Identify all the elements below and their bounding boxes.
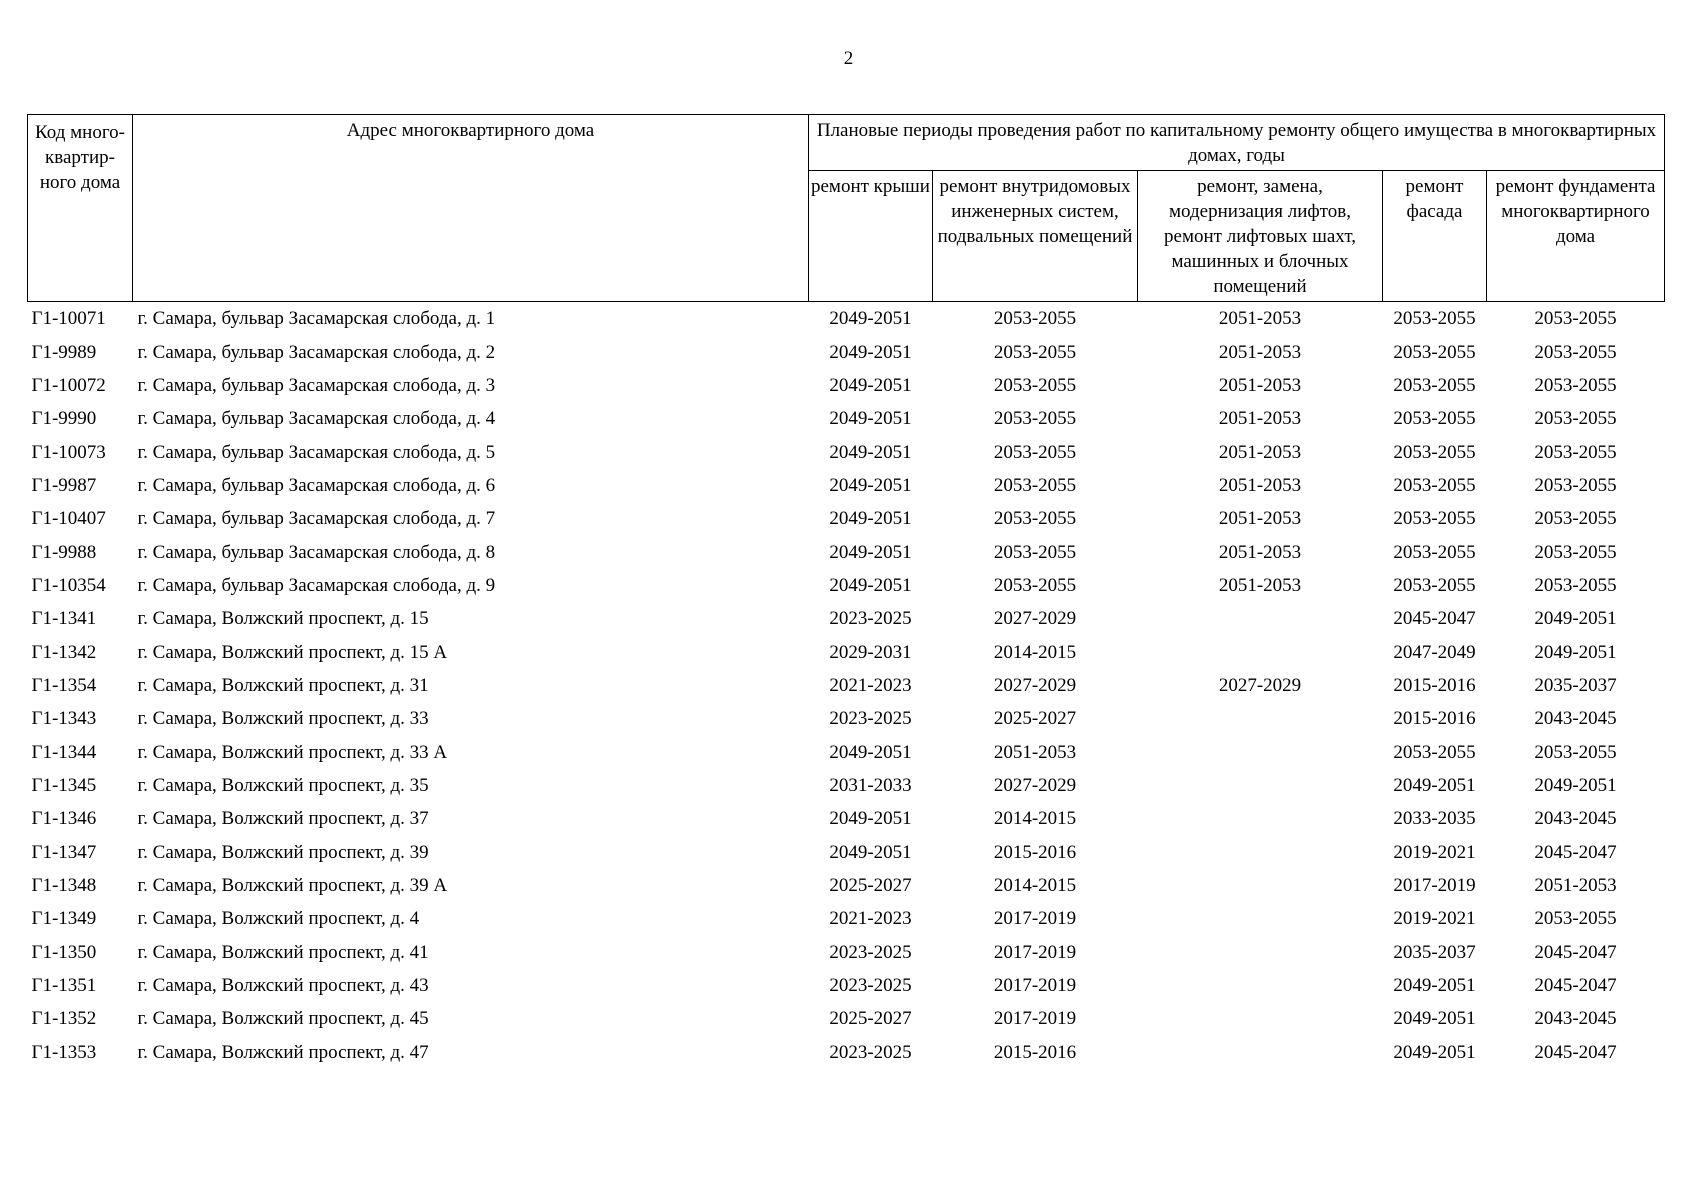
cell-roof: 2021-2023: [829, 908, 912, 930]
cell-roof: 2023-2025: [829, 1041, 912, 1063]
cell-address: г. Самара, Волжский проспект, д. 4: [137, 908, 420, 930]
cell-foundation: 2053-2055: [1534, 741, 1617, 763]
table-row: [28, 869, 1665, 902]
cell-engineering: 2017-2019: [993, 975, 1077, 997]
header-address: Адрес многоквартирного дома: [133, 115, 809, 302]
cell-facade: 2053-2055: [1393, 541, 1476, 563]
cell-elevators: [1138, 602, 1383, 635]
cell-elevators: 2027-2029: [1218, 674, 1302, 696]
cell-foundation: 2045-2047: [1534, 1041, 1617, 1063]
cell-foundation: 2049-2051: [1534, 641, 1617, 663]
cell-address: г. Самара, Волжский проспект, д. 39 А: [137, 875, 448, 897]
cell-roof: 2023-2025: [829, 708, 912, 730]
cell-roof: 2021-2023: [829, 674, 912, 696]
cell-code: Г1-1346: [31, 808, 97, 830]
cell-engineering: 2017-2019: [993, 941, 1077, 963]
cell-foundation: 2045-2047: [1534, 941, 1617, 963]
cell-facade: 2053-2055: [1393, 474, 1476, 496]
cell-code: Г1-1345: [31, 774, 97, 796]
cell-engineering: 2015-2016: [993, 841, 1077, 863]
cell-code: Г1-9989: [31, 341, 97, 363]
cell-elevators: 2051-2053: [1218, 341, 1302, 363]
cell-roof: 2031-2033: [829, 774, 912, 796]
header-facade: ремонт фасада: [1383, 171, 1487, 302]
cell-facade: 2047-2049: [1393, 641, 1476, 663]
cell-address: г. Самара, бульвар Засамарская слобода, д. 7: [137, 508, 496, 530]
cell-code: Г1-9987: [31, 474, 97, 496]
cell-code: Г1-10407: [31, 508, 106, 530]
cell-facade: 2053-2055: [1393, 308, 1476, 330]
cell-address: г. Самара, Волжский проспект, д. 15 А: [137, 641, 448, 663]
cell-facade: 2053-2055: [1393, 408, 1476, 430]
cell-facade: 2053-2055: [1393, 441, 1476, 463]
table-row: [28, 735, 1665, 768]
cell-roof: 2029-2031: [829, 641, 912, 663]
cell-elevators: 2051-2053: [1218, 374, 1302, 396]
cell-address: г. Самара, Волжский проспект, д. 45: [137, 1008, 429, 1030]
cell-engineering: 2053-2055: [993, 574, 1077, 596]
header-engineering: ремонт внутридомовых инженерных систем, подвальных помещений: [933, 171, 1138, 302]
cell-engineering: 2051-2053: [993, 741, 1077, 763]
cell-foundation: 2053-2055: [1534, 374, 1617, 396]
table-row: [28, 902, 1665, 935]
cell-facade: 2049-2051: [1393, 975, 1476, 997]
cell-elevators: 2051-2053: [1218, 574, 1302, 596]
table-row: [28, 435, 1665, 468]
cell-code: Г1-1341: [31, 608, 97, 630]
cell-code: Г1-10071: [31, 308, 106, 330]
cell-code: Г1-1344: [31, 741, 97, 763]
table-row: [28, 502, 1665, 535]
cell-roof: 2049-2051: [829, 574, 912, 596]
cell-code: Г1-9990: [31, 408, 97, 430]
cell-code: Г1-10072: [31, 374, 106, 396]
cell-code: Г1-1354: [31, 674, 97, 696]
cell-foundation: 2045-2047: [1534, 975, 1617, 997]
cell-facade: 2033-2035: [1393, 808, 1476, 830]
cell-foundation: 2035-2037: [1534, 674, 1617, 696]
cell-facade: 2049-2051: [1393, 1041, 1476, 1063]
cell-roof: 2025-2027: [829, 1008, 912, 1030]
table-row: [28, 535, 1665, 568]
cell-address: г. Самара, бульвар Засамарская слобода, д. 1: [137, 308, 496, 330]
cell-foundation: 2053-2055: [1534, 474, 1617, 496]
cell-address: г. Самара, бульвар Засамарская слобода, д. 6: [137, 474, 496, 496]
cell-roof: 2049-2051: [829, 341, 912, 363]
cell-roof: 2049-2051: [829, 441, 912, 463]
table-row: [28, 1036, 1665, 1069]
cell-engineering: 2053-2055: [993, 441, 1077, 463]
cell-code: Г1-1348: [31, 875, 97, 897]
cell-roof: 2049-2051: [829, 808, 912, 830]
table-row: [28, 369, 1665, 402]
cell-engineering: 2053-2055: [993, 474, 1077, 496]
table-row: [28, 669, 1665, 702]
cell-engineering: 2014-2015: [993, 875, 1077, 897]
cell-elevators: 2051-2053: [1218, 441, 1302, 463]
cell-elevators: 2051-2053: [1218, 541, 1302, 563]
cell-engineering: 2053-2055: [993, 341, 1077, 363]
cell-foundation: 2053-2055: [1534, 508, 1617, 530]
cell-engineering: 2053-2055: [993, 541, 1077, 563]
cell-elevators: [1138, 735, 1383, 768]
cell-engineering: 2014-2015: [993, 808, 1077, 830]
cell-engineering: 2053-2055: [993, 308, 1077, 330]
table-row: [28, 302, 1665, 336]
table-row: [28, 602, 1665, 635]
cell-elevators: [1138, 635, 1383, 668]
page-number: 2: [843, 48, 854, 69]
cell-foundation: 2049-2051: [1534, 774, 1617, 796]
cell-address: г. Самара, Волжский проспект, д. 41: [137, 941, 429, 963]
header-elevators: ремонт, замена, модернизация лифтов, ремонт лифтовых шахт, машинных и блочных помещений: [1138, 171, 1383, 302]
cell-address: г. Самара, Волжский проспект, д. 35: [137, 774, 429, 796]
cell-address: г. Самара, бульвар Засамарская слобода, д. 8: [137, 541, 496, 563]
cell-address: г. Самара, Волжский проспект, д. 47: [137, 1041, 429, 1063]
cell-code: Г1-1343: [31, 708, 97, 730]
cell-address: г. Самара, бульвар Засамарская слобода, д. 2: [137, 341, 496, 363]
cell-roof: 2023-2025: [829, 608, 912, 630]
cell-facade: 2017-2019: [1393, 875, 1476, 897]
cell-address: г. Самара, Волжский проспект, д. 37: [137, 808, 429, 830]
table-row: [28, 836, 1665, 869]
cell-roof: 2049-2051: [829, 541, 912, 563]
cell-engineering: 2053-2055: [993, 508, 1077, 530]
cell-facade: 2019-2021: [1393, 841, 1476, 863]
cell-facade: 2049-2051: [1393, 774, 1476, 796]
cell-code: Г1-10073: [31, 441, 106, 463]
cell-elevators: [1138, 702, 1383, 735]
cell-engineering: 2025-2027: [993, 708, 1077, 730]
table-row: [28, 335, 1665, 368]
cell-foundation: 2053-2055: [1534, 341, 1617, 363]
cell-address: г. Самара, Волжский проспект, д. 31: [137, 674, 429, 696]
cell-code: Г1-1353: [31, 1041, 97, 1063]
cell-elevators: 2051-2053: [1218, 474, 1302, 496]
cell-foundation: 2053-2055: [1534, 441, 1617, 463]
header-foundation: ремонт фундамента многоквартирного дома: [1487, 171, 1665, 302]
cell-elevators: [1138, 1002, 1383, 1035]
cell-facade: 2053-2055: [1393, 508, 1476, 530]
cell-foundation: 2053-2055: [1534, 308, 1617, 330]
cell-foundation: 2045-2047: [1534, 841, 1617, 863]
cell-elevators: 2051-2053: [1218, 508, 1302, 530]
cell-elevators: [1138, 902, 1383, 935]
cell-foundation: 2043-2045: [1534, 808, 1617, 830]
cell-code: Г1-1350: [31, 941, 97, 963]
table-row: [28, 635, 1665, 668]
cell-facade: 2015-2016: [1393, 708, 1476, 730]
cell-engineering: 2027-2029: [993, 774, 1077, 796]
cell-elevators: [1138, 1036, 1383, 1069]
table-header: [28, 115, 1665, 302]
table-row: [28, 769, 1665, 802]
table-row: [28, 1002, 1665, 1035]
cell-address: г. Самара, бульвар Засамарская слобода, д. 9: [137, 574, 496, 596]
cell-facade: 2053-2055: [1393, 741, 1476, 763]
table-row: [28, 969, 1665, 1002]
table-row: [28, 802, 1665, 835]
cell-elevators: [1138, 769, 1383, 802]
header-roof: ремонт крыши: [809, 171, 933, 302]
cell-engineering: 2027-2029: [993, 674, 1077, 696]
cell-engineering: 2017-2019: [993, 1008, 1077, 1030]
cell-code: Г1-1351: [31, 975, 97, 997]
cell-roof: 2049-2051: [829, 841, 912, 863]
cell-roof: 2049-2051: [829, 741, 912, 763]
cell-address: г. Самара, Волжский проспект, д. 15: [137, 608, 429, 630]
cell-engineering: 2053-2055: [993, 408, 1077, 430]
cell-address: г. Самара, Волжский проспект, д. 33: [137, 708, 429, 730]
cell-elevators: [1138, 969, 1383, 1002]
table-body: [28, 302, 1665, 1069]
header-code: Код много-квартир-ного дома: [28, 115, 133, 302]
cell-roof: 2023-2025: [829, 975, 912, 997]
cell-address: г. Самара, Волжский проспект, д. 43: [137, 975, 429, 997]
cell-foundation: 2043-2045: [1534, 1008, 1617, 1030]
cell-engineering: 2014-2015: [993, 641, 1077, 663]
cell-roof: 2025-2027: [829, 875, 912, 897]
table-row: [28, 402, 1665, 435]
cell-roof: 2049-2051: [829, 374, 912, 396]
table-row: [28, 569, 1665, 602]
cell-code: Г1-1347: [31, 841, 97, 863]
cell-roof: 2049-2051: [829, 474, 912, 496]
cell-address: г. Самара, бульвар Засамарская слобода, д. 4: [137, 408, 496, 430]
cell-foundation: 2053-2055: [1534, 574, 1617, 596]
cell-foundation: 2053-2055: [1534, 541, 1617, 563]
cell-roof: 2023-2025: [829, 941, 912, 963]
cell-foundation: 2053-2055: [1534, 908, 1617, 930]
cell-code: Г1-1342: [31, 641, 97, 663]
cell-elevators: [1138, 869, 1383, 902]
cell-roof: 2049-2051: [829, 308, 912, 330]
cell-facade: 2015-2016: [1393, 674, 1476, 696]
cell-elevators: [1138, 836, 1383, 869]
cell-foundation: 2049-2051: [1534, 608, 1617, 630]
cell-engineering: 2015-2016: [993, 1041, 1077, 1063]
cell-address: г. Самара, бульвар Засамарская слобода, д. 3: [137, 374, 496, 396]
cell-address: г. Самара, Волжский проспект, д. 39: [137, 841, 429, 863]
cell-roof: 2049-2051: [829, 508, 912, 530]
cell-facade: 2035-2037: [1393, 941, 1476, 963]
cell-elevators: 2051-2053: [1218, 308, 1302, 330]
cell-foundation: 2043-2045: [1534, 708, 1617, 730]
cell-roof: 2049-2051: [829, 408, 912, 430]
cell-code: Г1-1352: [31, 1008, 97, 1030]
table-row: [28, 936, 1665, 969]
cell-foundation: 2053-2055: [1534, 408, 1617, 430]
cell-engineering: 2027-2029: [993, 608, 1077, 630]
capital-repair-table: [27, 114, 1665, 1069]
cell-code: Г1-10354: [31, 574, 106, 596]
cell-facade: 2019-2021: [1393, 908, 1476, 930]
cell-foundation: 2051-2053: [1534, 875, 1617, 897]
cell-facade: 2053-2055: [1393, 374, 1476, 396]
table-row: [28, 469, 1665, 502]
header-periods-group: Плановые периоды проведения работ по капитальному ремонту общего имущества в многоквартирных домах, годы: [809, 115, 1665, 171]
cell-facade: 2045-2047: [1393, 608, 1476, 630]
cell-address: г. Самара, бульвар Засамарская слобода, д. 5: [137, 441, 496, 463]
table-row: [28, 702, 1665, 735]
cell-address: г. Самара, Волжский проспект, д. 33 А: [137, 741, 448, 763]
cell-facade: 2053-2055: [1393, 341, 1476, 363]
cell-elevators: [1138, 802, 1383, 835]
cell-facade: 2049-2051: [1393, 1008, 1476, 1030]
cell-facade: 2053-2055: [1393, 574, 1476, 596]
cell-code: Г1-1349: [31, 908, 97, 930]
cell-elevators: [1138, 936, 1383, 969]
cell-engineering: 2017-2019: [993, 908, 1077, 930]
cell-engineering: 2053-2055: [993, 374, 1077, 396]
cell-code: Г1-9988: [31, 541, 97, 563]
cell-elevators: 2051-2053: [1218, 408, 1302, 430]
